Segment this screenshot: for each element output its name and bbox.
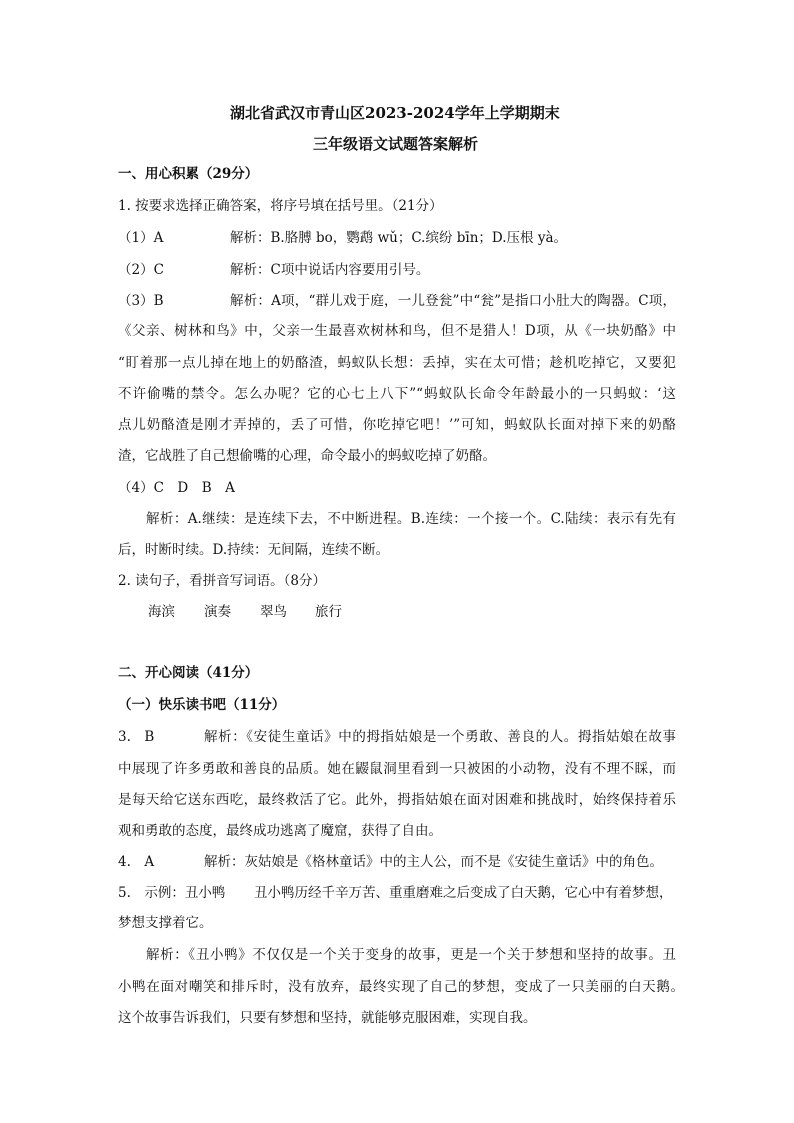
q2-word: 翠鸟 bbox=[260, 604, 287, 620]
q2-word: 海滨 bbox=[148, 604, 175, 620]
q1-4-analysis-line1: 解析：A.继续：是连续下去，不中断进程。B.连续：一个接一个。C.陆续：表示有先有 bbox=[146, 511, 676, 527]
q5-analysis-line1: 解析：《丑小鸭》不仅仅是一个关于变身的故事，更是一个关于梦想和坚持的故事。丑 bbox=[146, 947, 676, 963]
q3-label: 3. B bbox=[118, 729, 155, 745]
q1-2-label: （2）C bbox=[118, 262, 164, 278]
q5-analysis-line3: 这个故事告诉我们，只要有梦想和坚持，就能够克服困难，实现自我。 bbox=[118, 1010, 537, 1026]
q3-analysis-line3: 是每天给它送东西吃，最终救活了它。此外，拇指姑娘在面对困难和挑战时，始终保持着乐 bbox=[118, 792, 676, 808]
section2-subheading: （一）快乐读书吧（11分） bbox=[118, 697, 286, 713]
q1-1-analysis: 解析：B.胳膊 bo，鹦鹉 wǔ；C.缤纷 bīn；D.压根 yà。 bbox=[230, 230, 567, 246]
q2-stem: 2. 读句子，看拼音写词语。（8分） bbox=[118, 573, 327, 589]
q1-3-analysis-line2: 《父亲、树林和鸟》中，父亲一生最喜欢树林和鸟，但不是猎人！D项，从《一块奶酪》中 bbox=[118, 323, 676, 339]
q1-3-analysis-line3: “盯着那一点儿掉在地上的奶酪渣，蚂蚁队长想：丢掉，实在太可惜；趁机吃掉它，又要犯 bbox=[118, 355, 676, 371]
q4-analysis: 解析：灰姑娘是《格林童话》中的主人公，而不是《安徒生童话》中的角色。 bbox=[204, 854, 663, 870]
doc-title-line1: 湖北省武汉市青山区2023-2024学年上学期期末 bbox=[230, 104, 560, 122]
q3-analysis-line2: 中展现了许多勇敢和善良的品质。她在鼹鼠洞里看到一只被困的小动物，没有不理不睬，而 bbox=[118, 761, 676, 777]
q1-3-label: （3）B bbox=[118, 293, 164, 309]
q1-3-analysis-line4: 不许偷嘴的禁令。怎么办呢？它的心七上八下”“蚂蚁队长命令年龄最小的一只蚂蚁：‘这 bbox=[118, 386, 676, 402]
q1-4-analysis-line2: 后，时断时续。D.持续：无间隔，连续不断。 bbox=[118, 542, 390, 558]
q1-2-analysis: 解析：C项中说话内容要用引号。 bbox=[230, 262, 430, 278]
q5-label: 5. 示例：丑小鸭 bbox=[118, 885, 226, 901]
q5-analysis-line2: 小鸭在面对嘲笑和排斥时，没有放弃，最终实现了自己的梦想，变成了一只美丽的白天鹅。 bbox=[118, 979, 684, 995]
q1-3-analysis-line5: 点儿奶酪渣是刚才弄掉的，丢了可惜，你吃掉它吧！’”可知，蚂蚁队长面对掉下来的奶酪 bbox=[118, 417, 676, 433]
q3-analysis-line4: 观和勇敢的态度，最终成功逃离了魔窟，获得了自由。 bbox=[118, 823, 442, 839]
q1-stem: 1. 按要求选择正确答案，将序号填在括号里。（21分） bbox=[118, 198, 443, 214]
q4-label: 4. A bbox=[118, 854, 155, 870]
q1-4-label: （4）C D B A bbox=[118, 480, 235, 496]
q3-analysis-line1: 解析：《安徒生童话》中的拇指姑娘是一个勇敢、善良的人。拇指姑娘在故事 bbox=[204, 729, 676, 745]
q1-3-analysis-line1: 解析：A项，“群儿戏于庭，一儿登瓮”中“瓮”是指口小肚大的陶器。C项， bbox=[230, 293, 676, 309]
doc-title-line2: 三年级语文试题答案解析 bbox=[313, 135, 479, 153]
q5-answer-line2: 梦想支撑着它。 bbox=[118, 915, 213, 931]
section1-heading: 一、用心积累（29分） bbox=[118, 166, 259, 182]
q1-3-analysis-line6: 渣，它战胜了自己想偷嘴的心理，命令最小的蚂蚁吃掉了奶酪。 bbox=[118, 448, 496, 464]
q5-answer-line1: 丑小鸭历经千辛万苦、重重磨难之后变成了白天鹅，它心中有着梦想， bbox=[254, 885, 673, 901]
section2-heading: 二、开心阅读（41分） bbox=[118, 665, 259, 681]
q2-word: 演奏 bbox=[204, 604, 231, 620]
q1-1-label: （1）A bbox=[118, 230, 164, 246]
q2-word: 旅行 bbox=[315, 604, 342, 620]
